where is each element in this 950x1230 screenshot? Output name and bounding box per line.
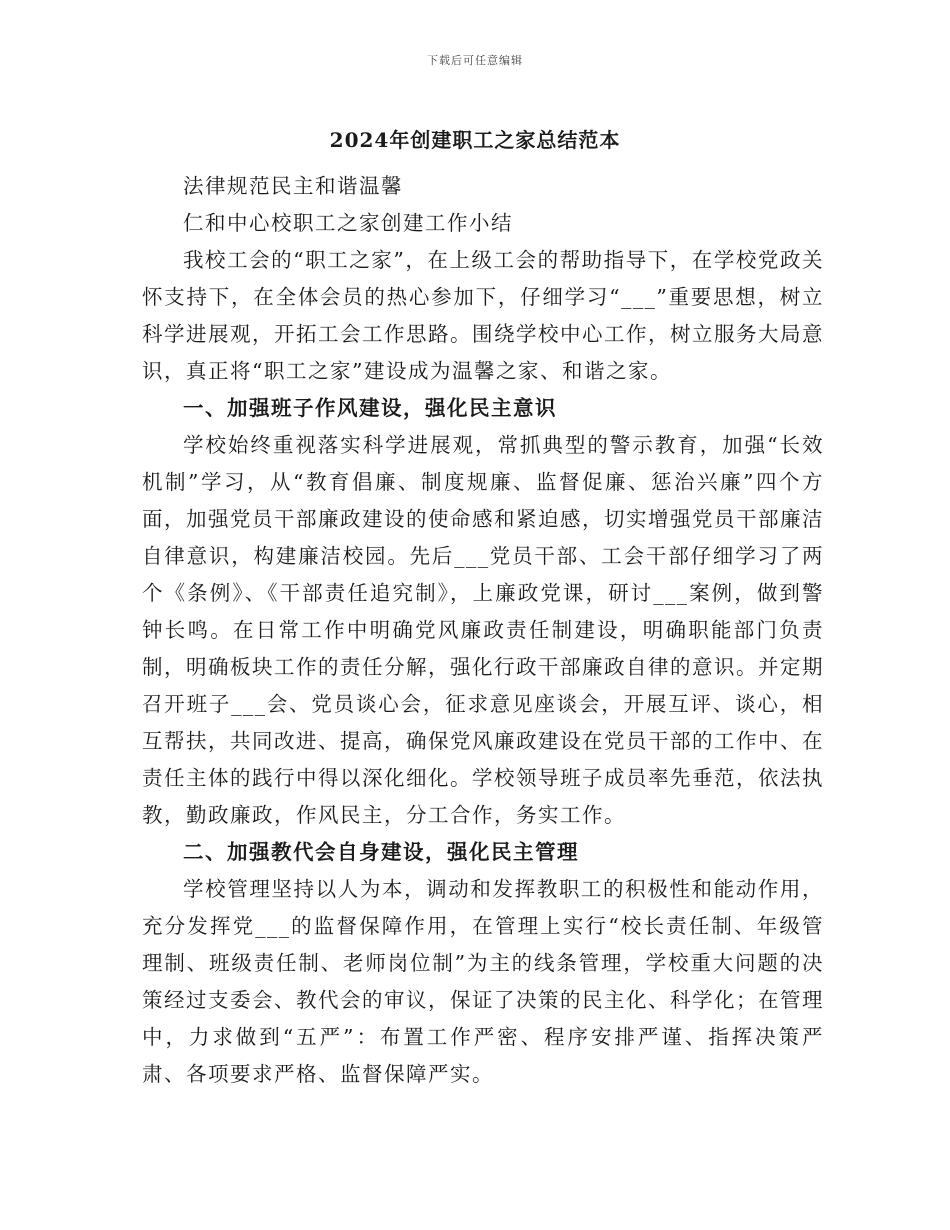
section-heading-2: 二、加强教代会自身建设，强化民主管理 <box>183 840 579 864</box>
header-note: 下载后可任意编辑 <box>427 54 523 67</box>
section-heading-1: 一、加强班子作风建设，强化民主意识 <box>183 396 557 420</box>
paragraph-intro: 我校工会的“职工之家”，在上级工会的帮助指导下，在学校党政关怀支持下，在全体会员的热心参加下，仔细学习“___”重要思想，树立科学进展观，开拓工会工作思路。围绕学校中心工作，树立服务大局意识，真正将“职工之家”建设成为温馨之家、和谐之家。 <box>142 248 824 383</box>
document-title: 2024年创建职工之家总结范本 <box>329 128 621 152</box>
document-body <box>142 168 824 1093</box>
paragraph-section-2: 学校管理坚持以人为本，调动和发挥教职工的积极性和能动作用，充分发挥党___的监督保障作用，在管理上实行“校长责任制、年级管理制、班级责任制、老师岗位制”为主的线条管理，学校重大问题的决策经过支委会、教代会的审议，保证了决策的民主化、科学化；在管理中，力求做到“五严”：布置工作严密、程序安排严谨、指挥决策严肃、各项要求严格、监督保障严实。 <box>142 877 824 1086</box>
paragraph-section-1: 学校始终重视落实科学进展观，常抓典型的警示教育，加强“长效机制”学习，从“教育倡廉、制度规廉、监督促廉、惩治兴廉”四个方面，加强党员干部廉政建设的使命感和紧迫感，切实增强党员干部廉洁自律意识，构建廉洁校园。先后___党员干部、工会干部仔细学习了两个《条例》、《干部责任追究制》，上廉政党课，研讨___案例，做到警钟长鸣。在日常工作中明确党风廉政责任制建设，明确职能部门负责制，明确板块工作的责任分解，强化行政干部廉政自律的意识。并定期召开班子___会、党员谈心会，征求意见座谈会，开展互评、谈心，相互帮扶，共同改进、提高，确保党风廉政建设在党员干部的工作中、在责任主体的践行中得以深化细化。学校领导班子成员率先垂范，依法执教，勤政廉政，作风民主，分工合作，务实工作。 <box>142 433 824 827</box>
paragraph-subtitle-1: 法律规范民主和谐温馨 <box>183 174 403 198</box>
paragraph-subtitle-2: 仁和中心校职工之家创建工作小结 <box>183 211 513 235</box>
